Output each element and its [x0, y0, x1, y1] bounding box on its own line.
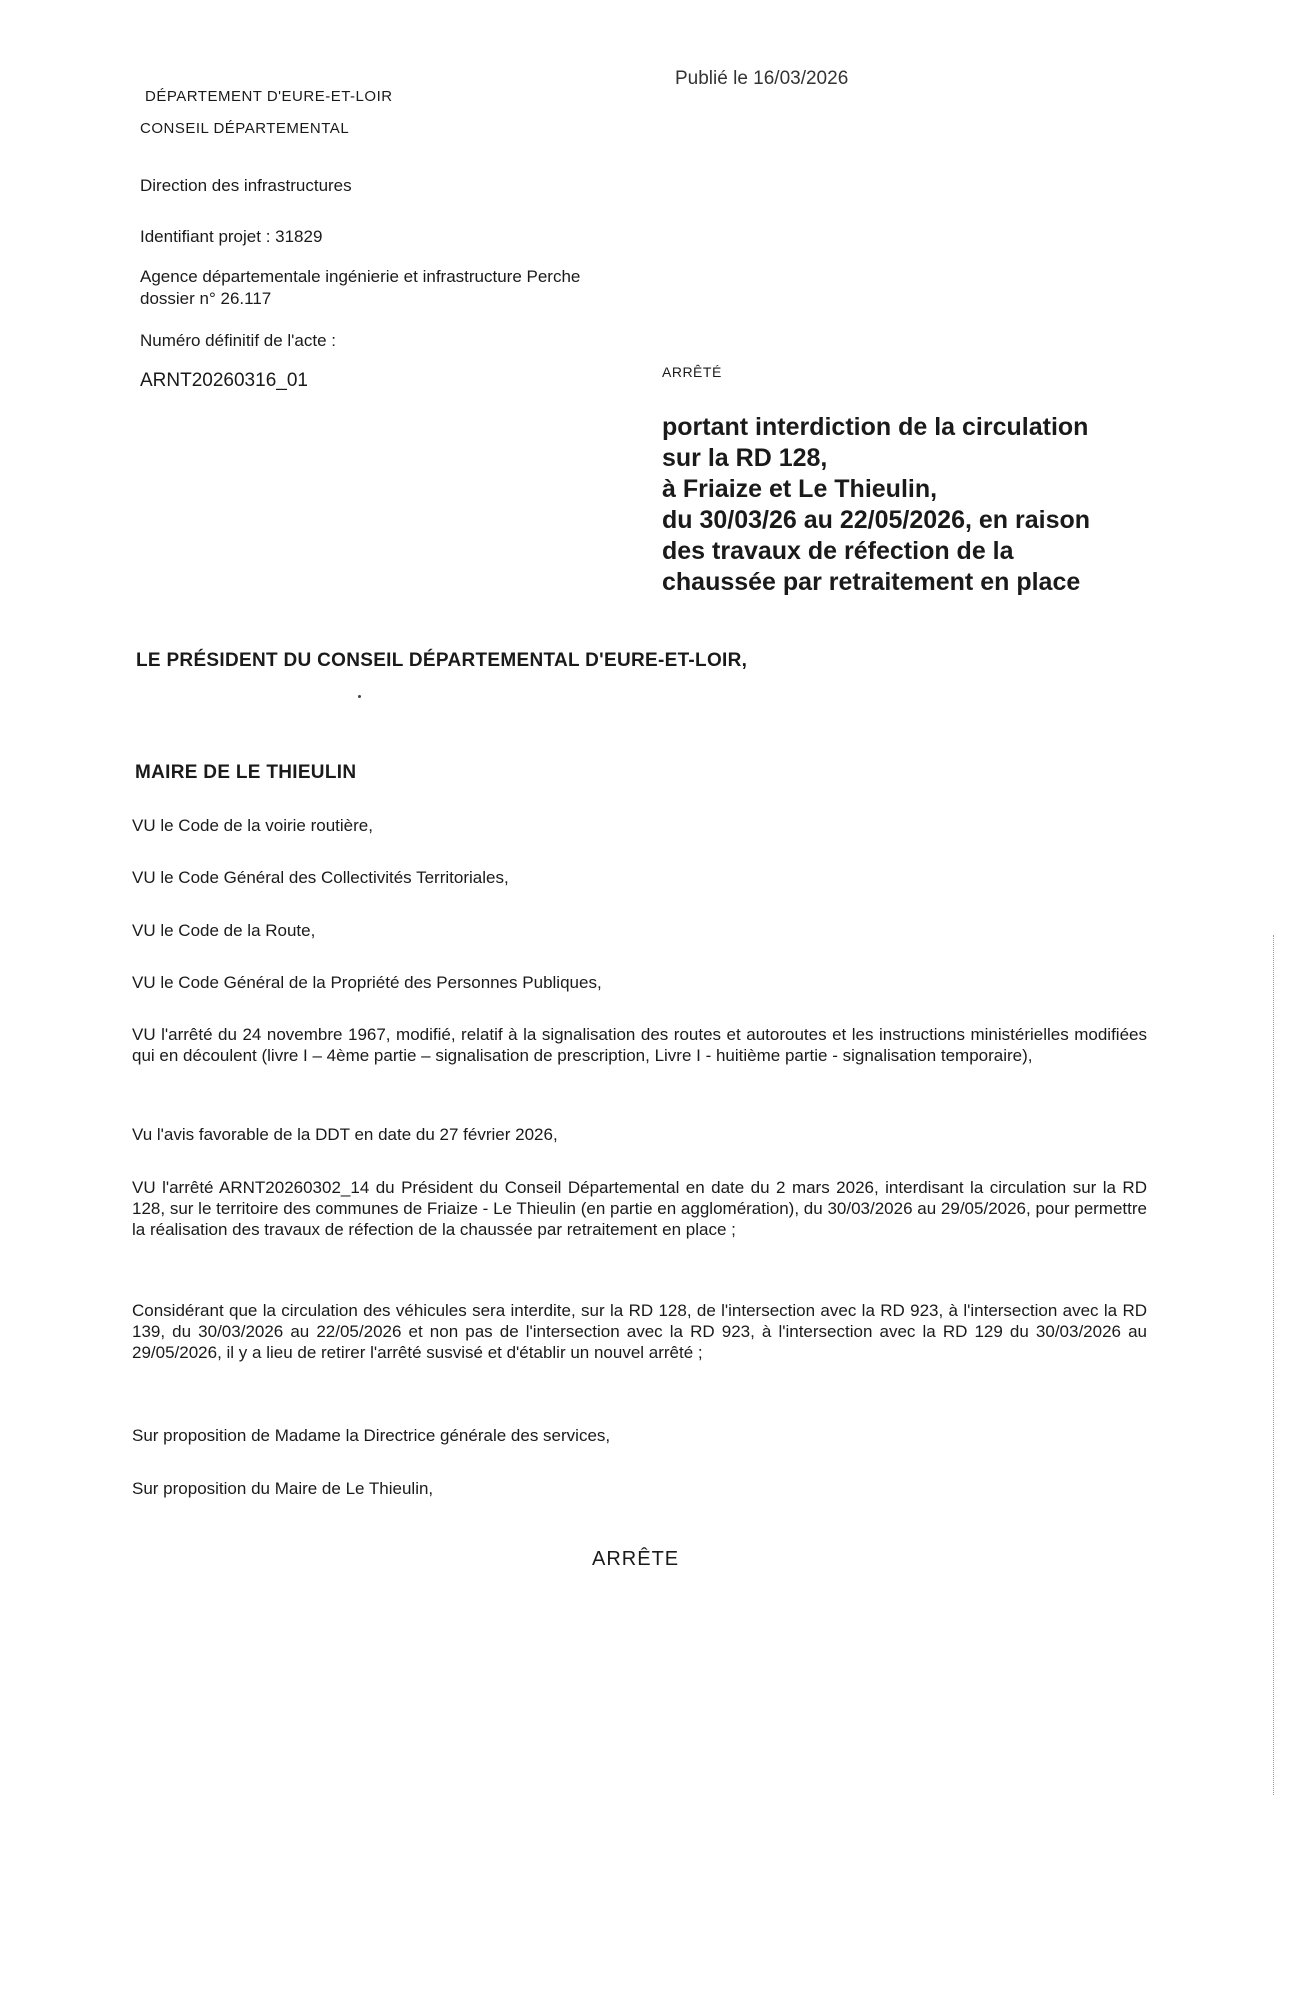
visa-arrete-precedent: VU l'arrêté ARNT20260302_14 du Président du Conseil Départemental en date du 2 mars 2026, interdisant la circulation sur la RD 128, sur le territoire des communes de Friaize - Le Thieulin (en partie en agglomération), du 30/03/2026 au 29/05/2026, pour permettre la réalisation des travaux de réfection de la chaussée par retraitement en place ; — [132, 1178, 1147, 1239]
decree-title-line: sur la RD 128, — [662, 444, 828, 472]
visa-avis-ddt: Vu l'avis favorable de la DDT en date du 27 février 2026, — [132, 1125, 558, 1144]
decree-title-line: du 30/03/26 au 22/05/2026, en raison — [662, 506, 1091, 534]
considerant-paragraph: Considérant que la circulation des véhicules sera interdite, sur la RD 128, de l'intersection avec la RD 923, à l'intersection avec la RD 139, du 30/03/2026 au 22/05/2026 et non pas de l'intersection avec la RD 923, à l'intersection avec la RD 129 du 30/03/2026 au 29/05/2026, il y a lieu de retirer l'arrêté susvisé et d'établir un nouvel arrêté ; — [132, 1301, 1147, 1362]
decree-title-line: chaussée par retraitement en place — [662, 568, 1081, 596]
arrete-heading: ARRÊTE — [592, 1548, 680, 1570]
publication-date: Publié le 16/03/2026 — [675, 68, 849, 89]
visa-voirie: VU le Code de la voirie routière, — [132, 816, 373, 835]
council-name: CONSEIL DÉPARTEMENTAL — [140, 120, 350, 137]
decree-title-line: des travaux de réfection de la — [662, 537, 1014, 565]
visa-arrete-1967: VU l'arrêté du 24 novembre 1967, modifié, relatif à la signalisation des routes et autoroutes et les instructions ministérielles modifiées qui en découlent (livre I – 4ème partie – signalisation de prescription, Livre I - huitième partie - signalisation temporaire), — [132, 1025, 1147, 1065]
scan-margin-line — [1273, 935, 1274, 1795]
proposition-directrice: Sur proposition de Madame la Directrice générale des services, — [132, 1426, 611, 1445]
dossier-number: dossier n° 26.117 — [140, 289, 272, 308]
decree-title-line: portant interdiction de la circulation — [662, 413, 1089, 441]
visa-route: VU le Code de la Route, — [132, 921, 316, 940]
department-name: DÉPARTEMENT D'EURE-ET-LOIR — [145, 88, 393, 105]
mayor-heading: MAIRE DE LE THIEULIN — [135, 762, 357, 783]
decree-title — [662, 412, 1182, 598]
project-identifier: Identifiant projet : 31829 — [140, 227, 323, 246]
agency-name: Agence départementale ingénierie et infrastructure Perche — [140, 267, 581, 286]
president-heading: LE PRÉSIDENT DU CONSEIL DÉPARTEMENTAL D'EURE-ET-LOIR, — [136, 650, 748, 671]
decree-label: ARRÊTÉ — [662, 364, 722, 380]
scan-speck — [358, 695, 361, 698]
act-number: ARNT20260316_01 — [140, 370, 308, 391]
visa-propriete: VU le Code Général de la Propriété des Personnes Publiques, — [132, 973, 602, 992]
decree-title-line: à Friaize et Le Thieulin, — [662, 475, 938, 503]
proposition-maire: Sur proposition du Maire de Le Thieulin, — [132, 1479, 434, 1498]
visa-collectivites: VU le Code Général des Collectivités Territoriales, — [132, 868, 509, 887]
direction-name: Direction des infrastructures — [140, 176, 352, 195]
act-number-label: Numéro définitif de l'acte : — [140, 331, 337, 350]
